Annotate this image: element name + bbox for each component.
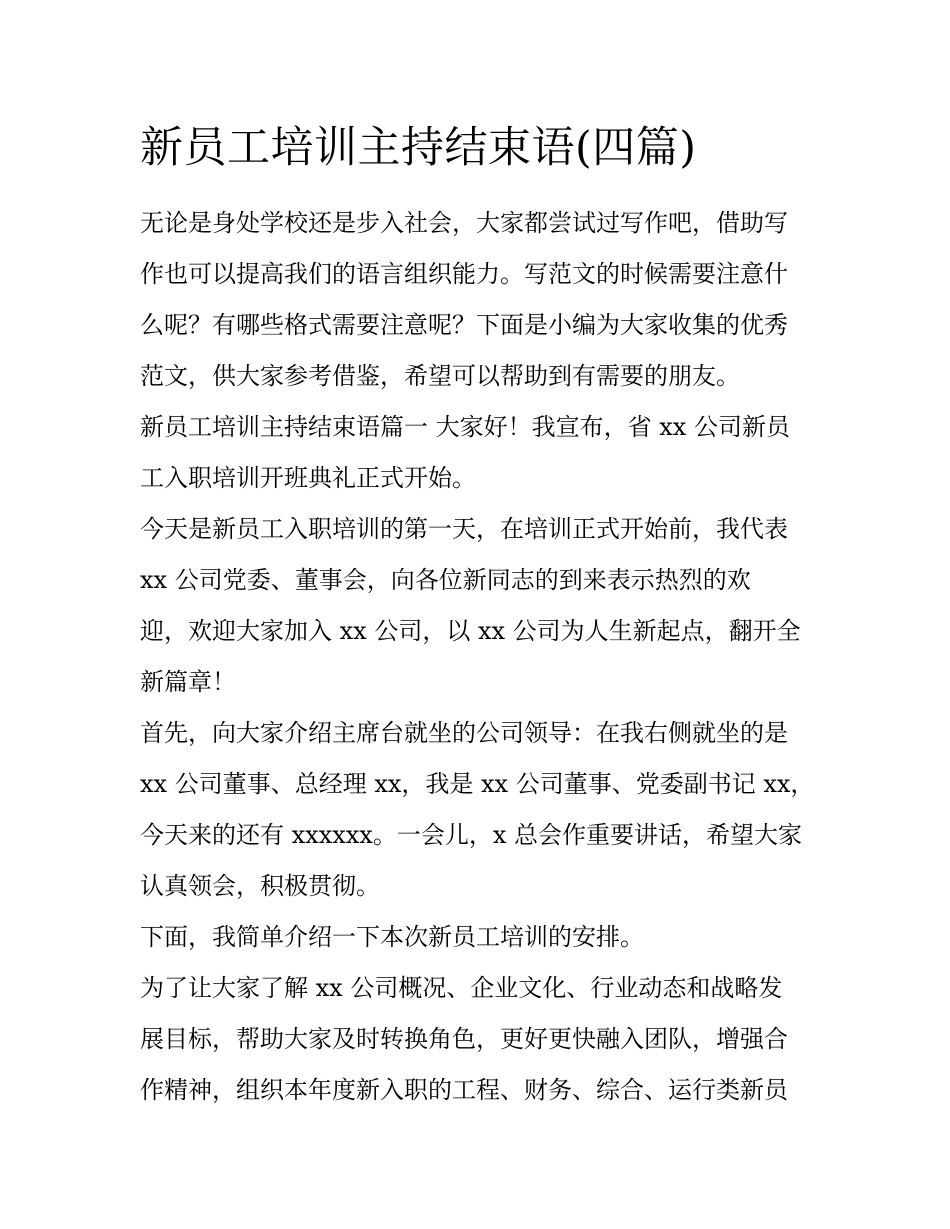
text-line: 为了让大家了解 xx 公司概况、企业文化、行业动态和战略发 bbox=[140, 974, 783, 1002]
text-line: 范文，供大家参考借鉴，希望可以帮助到有需要的朋友。 bbox=[140, 362, 740, 390]
text-line: 作也可以提高我们的语言组织能力。写范文的时候需要注意什 bbox=[140, 260, 788, 288]
text-line: 迎，欢迎大家加入 xx 公司，以 xx 公司为人生新起点，翻开全 bbox=[140, 617, 801, 645]
text-line: 认真领会，积极贯彻。 bbox=[140, 872, 380, 900]
text-line: 今天来的还有 xxxxxx。一会儿，x 总会作重要讲话，希望大家 bbox=[140, 821, 803, 849]
text-line: 下面，我简单介绍一下本次新员工培训的安排。 bbox=[140, 923, 644, 951]
text-line: 首先，向大家介绍主席台就坐的公司领导：在我右侧就坐的是 bbox=[140, 719, 788, 747]
text-line: 今天是新员工入职培训的第一天，在培训正式开始前，我代表 bbox=[140, 515, 788, 543]
text-line: 展目标，帮助大家及时转换角色，更好更快融入团队，增强合 bbox=[140, 1025, 788, 1053]
text-line: xx 公司党委、董事会，向各位新同志的到来表示热烈的欢 bbox=[140, 566, 751, 594]
document-body bbox=[140, 198, 820, 1116]
text-line: 么呢？有哪些格式需要注意呢？下面是小编为大家收集的优秀 bbox=[140, 311, 788, 339]
text-line: xx 公司董事、总经理 xx，我是 xx 公司董事、党委副书记 xx， bbox=[140, 770, 815, 798]
document-title: 新员工培训主持结束语(四篇) bbox=[140, 123, 697, 173]
text-line: 新篇章！ bbox=[140, 668, 236, 696]
text-line: 工入职培训开班典礼正式开始。 bbox=[140, 464, 476, 492]
text-line: 无论是身处学校还是步入社会，大家都尝试过写作吧，借助写 bbox=[140, 209, 788, 237]
text-line: 作精神，组织本年度新入职的工程、财务、综合、运行类新员 bbox=[140, 1076, 788, 1104]
text-line: 新员工培训主持结束语篇一 大家好！我宣布，省 xx 公司新员 bbox=[140, 413, 790, 441]
